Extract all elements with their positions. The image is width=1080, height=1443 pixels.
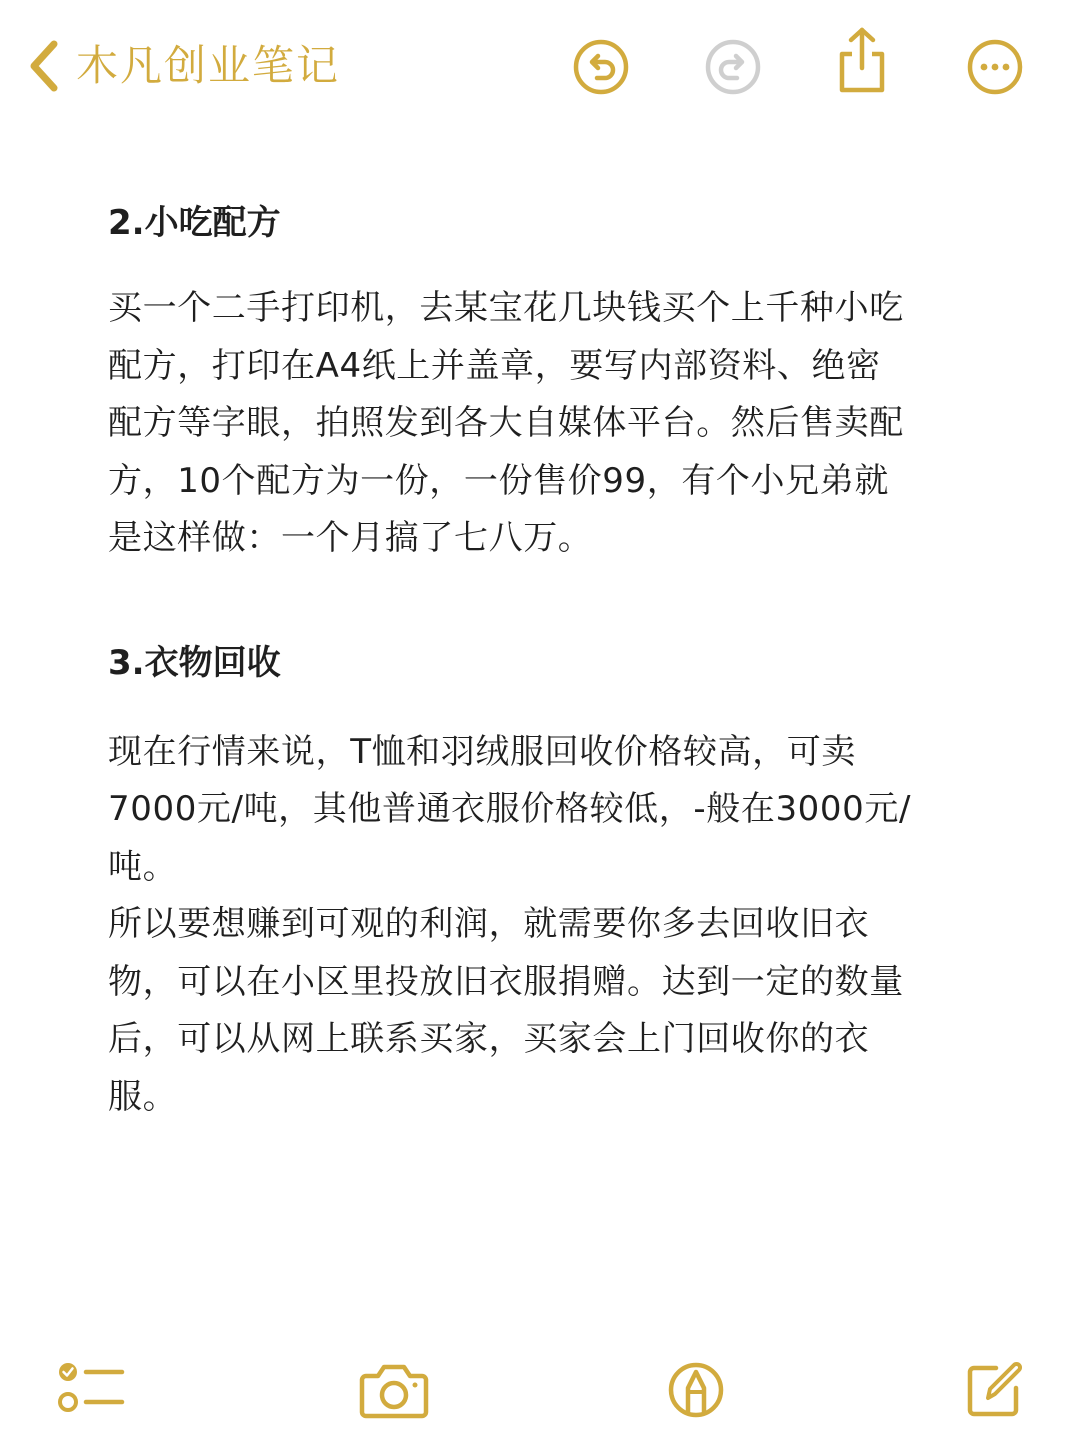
redo-icon [704,38,762,96]
back-button[interactable] [26,36,340,96]
text-line: 配方等字眼，拍照发到各大自媒体平台。然后售卖配 [108,403,904,443]
share-button[interactable] [832,26,892,96]
checklist-button[interactable] [56,1358,126,1422]
note-body[interactable] [108,190,1008,1126]
undo-icon [572,38,630,96]
text-line: 后，可以从网上联系买家，买家会上门回收你的衣 [108,1019,870,1059]
section-body [108,280,1008,568]
section-body [108,724,1008,1127]
section-title: 3.衣物回收 [108,642,281,683]
camera-icon [358,1358,430,1422]
more-icon [966,38,1024,96]
text-line: 服。 [108,1076,178,1117]
compose-icon [962,1358,1026,1422]
markup-pen-icon [664,1358,728,1422]
camera-button[interactable] [358,1358,430,1422]
text-line: 所以要想赚到可观的利润，就需要你多去回收旧衣 [108,904,870,944]
text-line: 吨。 [108,846,178,887]
text-line: 方，10个配方为一份，一份售价99，有个小兄弟就 [108,460,889,501]
more-button[interactable] [966,38,1024,96]
compose-button[interactable] [962,1358,1032,1422]
section-title: 2.小吃配方 [108,203,281,243]
share-icon [832,26,892,96]
undo-button[interactable] [572,38,630,96]
back-label: 木凡创业笔记 [76,41,341,90]
redo-button[interactable] [704,38,762,96]
text-line: 现在行情来说，T恤和羽绒服回收价格较高，可卖 [108,731,856,772]
checklist-icon [56,1358,126,1422]
text-line: 是这样做：一个月搞了七八万。 [108,518,593,558]
chevron-left-icon [26,38,62,94]
navigation-bar [0,0,1080,130]
text-line: 7000元/吨，其他普通衣服价格较低，-般在3000元/ [108,789,912,829]
text-line: 买一个二手打印机，去某宝花几块钱买个上千种小吃 [108,288,904,328]
text-line: 物，可以在小区里投放旧衣服捐赠。达到一定的数量 [108,961,904,1002]
text-line: 配方，打印在A4纸上并盖章，要写内部资料、绝密 [108,345,881,386]
markup-button[interactable] [664,1358,734,1422]
